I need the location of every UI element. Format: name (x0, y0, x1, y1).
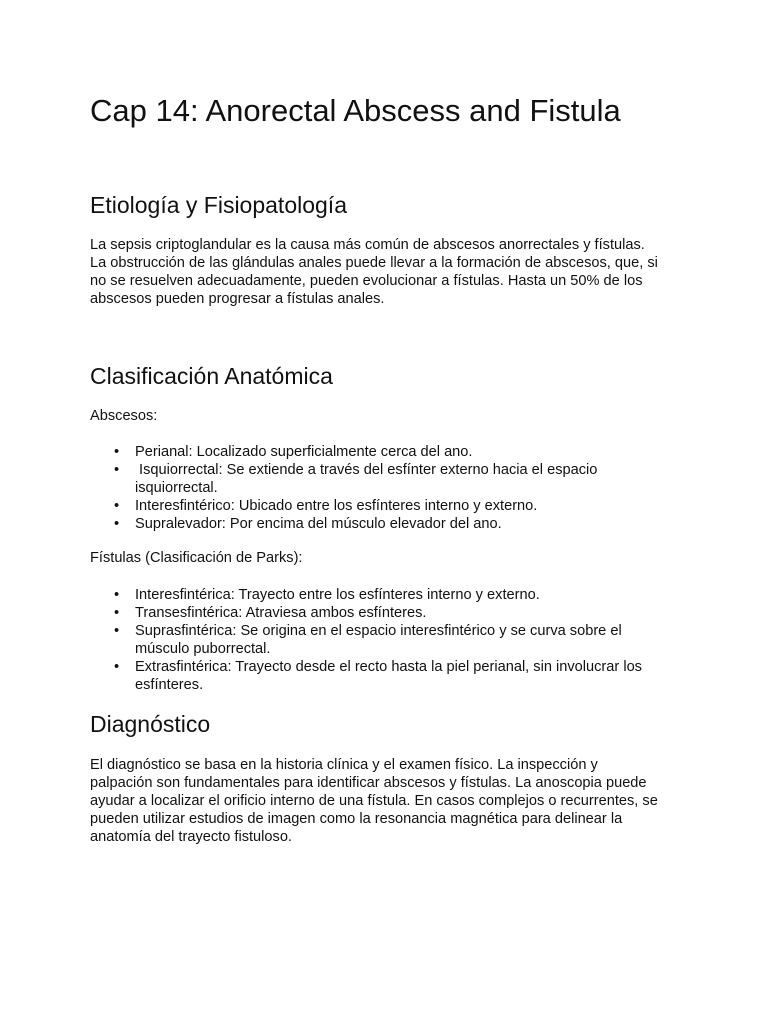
bullet-icon: • (114, 587, 120, 603)
page-title: Cap 14: Anorectal Abscess and Fistula (90, 93, 621, 128)
list-item (0, 622, 642, 658)
paragraph-line: palpación son fundamentales para identificar abscesos y fístulas. La anoscopia puede (90, 775, 647, 791)
section-heading-etiologia: Etiología y Fisiopatología (90, 192, 347, 218)
list-item (0, 604, 642, 622)
paragraph-line: La obstrucción de las glándulas anales puede llevar a la formación de abscesos, que, si (90, 255, 658, 271)
list-item (0, 461, 597, 497)
list-item (0, 515, 597, 533)
list-item (0, 497, 597, 515)
fistulas-list (0, 586, 642, 694)
list-item-text: Perianal: Localizado superficialmente cerca del ano. (135, 444, 473, 460)
abscesos-label: Abscesos: (90, 408, 158, 424)
list-item-text: esfínteres. (135, 677, 204, 693)
section-heading-clasificacion: Clasificación Anatómica (90, 363, 333, 389)
section-heading-diagnostico: Diagnóstico (90, 711, 211, 737)
bullet-icon: • (114, 623, 120, 639)
list-item-text: Interesfintérico: Ubicado entre los esfínteres interno y externo. (135, 498, 538, 514)
list-item-text: Transesfintérica: Atraviesa ambos esfínteres. (135, 605, 427, 621)
list-item-text: Supralevador: Por encima del músculo elevador del ano. (135, 516, 502, 532)
list-item-text: Interesfintérica: Trayecto entre los esfínteres interno y externo. (135, 587, 540, 603)
paragraph-line: pueden utilizar estudios de imagen como la resonancia magnética para delinear la (90, 811, 623, 827)
paragraph-line: El diagnóstico se basa en la historia clínica y el examen físico. La inspección y (90, 757, 598, 773)
diagnostico-paragraph (90, 756, 658, 846)
abscesos-list (0, 443, 597, 533)
etiologia-paragraph (90, 236, 658, 308)
list-item-text: músculo puborrectal. (135, 641, 271, 657)
paragraph-line: no se resuelven adecuadamente, pueden evolucionar a fístulas. Hasta un 50% de los (90, 273, 643, 289)
paragraph-line: abscesos pueden progresar a fístulas anales. (90, 291, 385, 307)
list-item-text: isquiorrectal. (135, 480, 218, 496)
list-item-text: Extrasfintérica: Trayecto desde el recto hasta la piel perianal, sin involucrar los (135, 659, 642, 675)
paragraph-line: ayudar a localizar el orificio interno de una fístula. En casos complejos o recurrentes, se (90, 793, 658, 809)
bullet-icon: • (114, 516, 120, 532)
bullet-icon: • (114, 605, 120, 621)
list-item (0, 443, 597, 461)
bullet-icon: • (114, 498, 120, 514)
bullet-icon: • (114, 462, 120, 478)
list-item (0, 586, 642, 604)
list-item-text: Isquiorrectal: Se extiende a través del esfínter externo hacia el espacio (135, 462, 598, 478)
list-item-text: Suprasfintérica: Se origina en el espacio interesfintérico y se curva sobre el (135, 623, 622, 639)
paragraph-line: anatomía del trayecto fistuloso. (90, 829, 292, 845)
paragraph-line: La sepsis criptoglandular es la causa más común de abscesos anorrectales y fístulas. (90, 237, 645, 253)
list-item (0, 658, 642, 694)
bullet-icon: • (114, 659, 120, 675)
fistulas-label: Fístulas (Clasificación de Parks): (90, 550, 303, 566)
bullet-icon: • (114, 444, 120, 460)
